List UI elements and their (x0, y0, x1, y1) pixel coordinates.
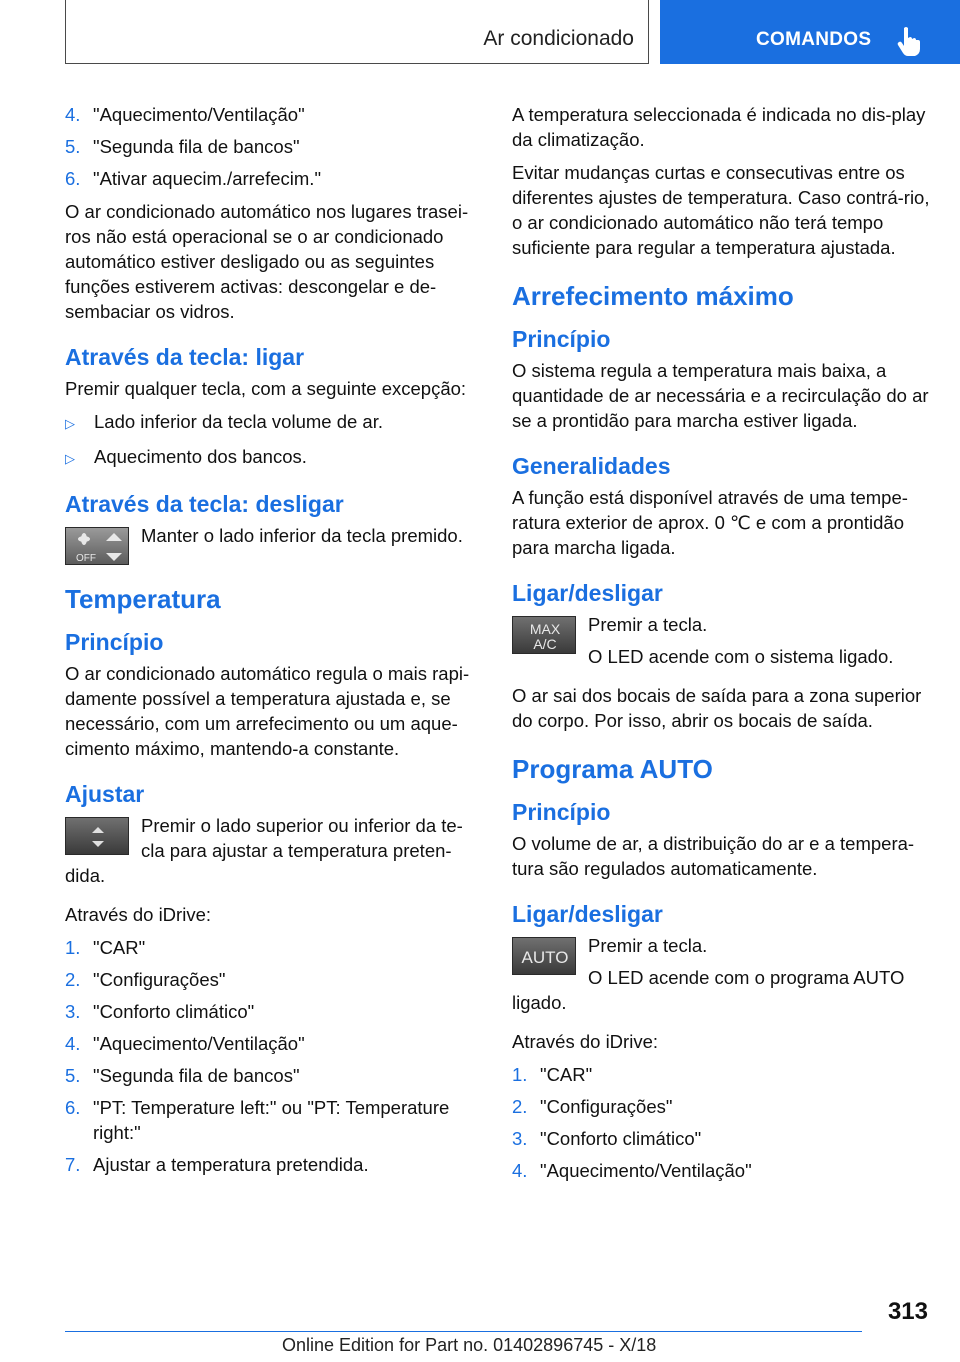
heading-arrefecimento: Arrefecimento máximo (512, 281, 794, 311)
svg-text:AUTO: AUTO (521, 948, 569, 967)
heading-generalidades: Generalidades (512, 453, 671, 479)
list-item: 1. "CAR" (65, 937, 146, 958)
right-column (512, 102, 930, 1191)
heading-desligar: Através da tecla: desligar (65, 491, 344, 517)
icon-text: Premir o lado superior ou inferior da te-cla para ajustar a temperatura preten-dida. (65, 815, 463, 886)
list-item: 2. "Configurações" (512, 1096, 673, 1117)
list-item: ▷ Lado inferior da tecla volume de ar. (65, 409, 479, 436)
numbered-list (512, 1062, 930, 1183)
list-item: ▷ Aquecimento dos bancos. (65, 444, 479, 471)
icon-row-max (512, 612, 930, 669)
triangle-bullet-icon: ▷ (65, 416, 75, 431)
numbered-list-b (65, 935, 479, 1177)
list-item: 7. Ajustar a temperatura pretendida. (65, 1154, 369, 1175)
icon-text: Premir a tecla. (588, 935, 708, 956)
list-item: 6. "PT: Temperature left:" ou "PT: Temperature right:" (65, 1097, 450, 1143)
left-column (65, 102, 479, 1185)
numbered-list-a (65, 102, 479, 191)
heading-principio: Princípio (65, 629, 164, 655)
paragraph: Através do iDrive: (65, 904, 211, 925)
list-item: 6. "Ativar aquecim./arrefecim." (65, 168, 322, 189)
icon-row-auto (512, 933, 930, 1015)
heading-ligar: Através da tecla: ligar (65, 344, 305, 370)
icon-text: O LED acende com o sistema ligado. (588, 646, 894, 667)
svg-text:MAX: MAX (529, 621, 561, 637)
auto-button-icon (512, 937, 576, 975)
up-down-button-icon (65, 817, 129, 855)
paragraph: A função está disponível através de uma tempe-ratura exterior de aprox. 0 ℃ e com a prontidão para marcha ligada. (512, 487, 908, 558)
paragraph: Evitar mudanças curtas e consecutivas entre os diferentes ajustes de temperatura. Caso contrá-rio, o ar condicionado automático não terá tempo suficiente para regular a temperatura ajustada. (512, 162, 930, 258)
paragraph: O ar sai dos bocais de saída para a zona superior do corpo. Por isso, abrir os bocais de saída. (512, 685, 922, 731)
header-section-box (65, 0, 649, 64)
list-item: 4. "Aquecimento/Ventilação" (65, 104, 305, 125)
paragraph: O ar condicionado automático regula o mais rapi-damente possível a temperatura ajustada e, se necessário, com um arrefecimento ou um aque-cimento máximo, mantendo-a constante. (65, 663, 470, 759)
svg-text:A/C: A/C (533, 636, 557, 652)
heading-ajustar: Ajustar (65, 781, 145, 807)
header-chapter-tab[interactable] (660, 0, 960, 64)
paragraph: O ar condicionado automático nos lugares trasei-ros não está operacional se o ar condicionado automático estiver desligado ou as seguintes funções estiverem activas: descongelar e de-sembaciar os vidros. (65, 201, 469, 322)
heading-ligar-desligar: Ligar/desligar (512, 901, 663, 927)
header-chapter-title: COMANDOS (756, 29, 872, 50)
paragraph: Premir qualquer tecla, com a seguinte excepção: (65, 378, 467, 399)
header-section-title: Ar condicionado (483, 27, 634, 50)
icon-text: Premir a tecla. (588, 614, 708, 635)
paragraph: Através do iDrive: (512, 1031, 658, 1052)
heading-principio: Princípio (512, 326, 611, 352)
list-item: 2. "Configurações" (65, 969, 226, 990)
list-item: 3. "Conforto climático" (512, 1128, 702, 1149)
footer-edition: Online Edition for Part no. 01402896745 - X/18 (282, 1335, 657, 1355)
heading-programa-auto: Programa AUTO (512, 754, 713, 784)
list-item: 3. "Conforto climático" (65, 1001, 255, 1022)
bullet-list (65, 409, 479, 471)
heading-ligar-desligar: Ligar/desligar (512, 580, 663, 606)
fan-off-button-icon (65, 527, 129, 565)
paragraph: O volume de ar, a distribuição do ar e a tempera-tura são regulados automaticamente. (512, 833, 915, 879)
page-number: 313 (887, 1298, 928, 1325)
list-item: 4. "Aquecimento/Ventilação" (512, 1160, 752, 1181)
footer-divider (65, 1331, 862, 1332)
heading-principio: Princípio (512, 799, 611, 825)
svg-text:OFF: OFF (76, 553, 96, 564)
list-item: 5. "Segunda fila de bancos" (65, 1065, 300, 1086)
pointing-hand-icon (896, 26, 922, 56)
paragraph: A temperatura seleccionada é indicada no dis-play da climatização. (512, 104, 926, 150)
triangle-bullet-icon: ▷ (65, 451, 75, 466)
list-item: 5. "Segunda fila de bancos" (65, 136, 300, 157)
list-item: 1. "CAR" (512, 1064, 593, 1085)
icon-text: Manter o lado inferior da tecla premido. (141, 525, 463, 546)
list-item: 4. "Aquecimento/Ventilação" (65, 1033, 305, 1054)
heading-temperatura: Temperatura (65, 584, 221, 614)
paragraph: O sistema regula a temperatura mais baixa, a quantidade de ar necessária e a recirculação do ar se a prontidão para marcha estiver ligada. (512, 360, 929, 431)
max-ac-button-icon (512, 616, 576, 654)
icon-row-ajustar (65, 813, 479, 888)
icon-row-off (65, 523, 479, 563)
icon-text: O LED acende com o programa AUTO ligado. (512, 967, 905, 1013)
